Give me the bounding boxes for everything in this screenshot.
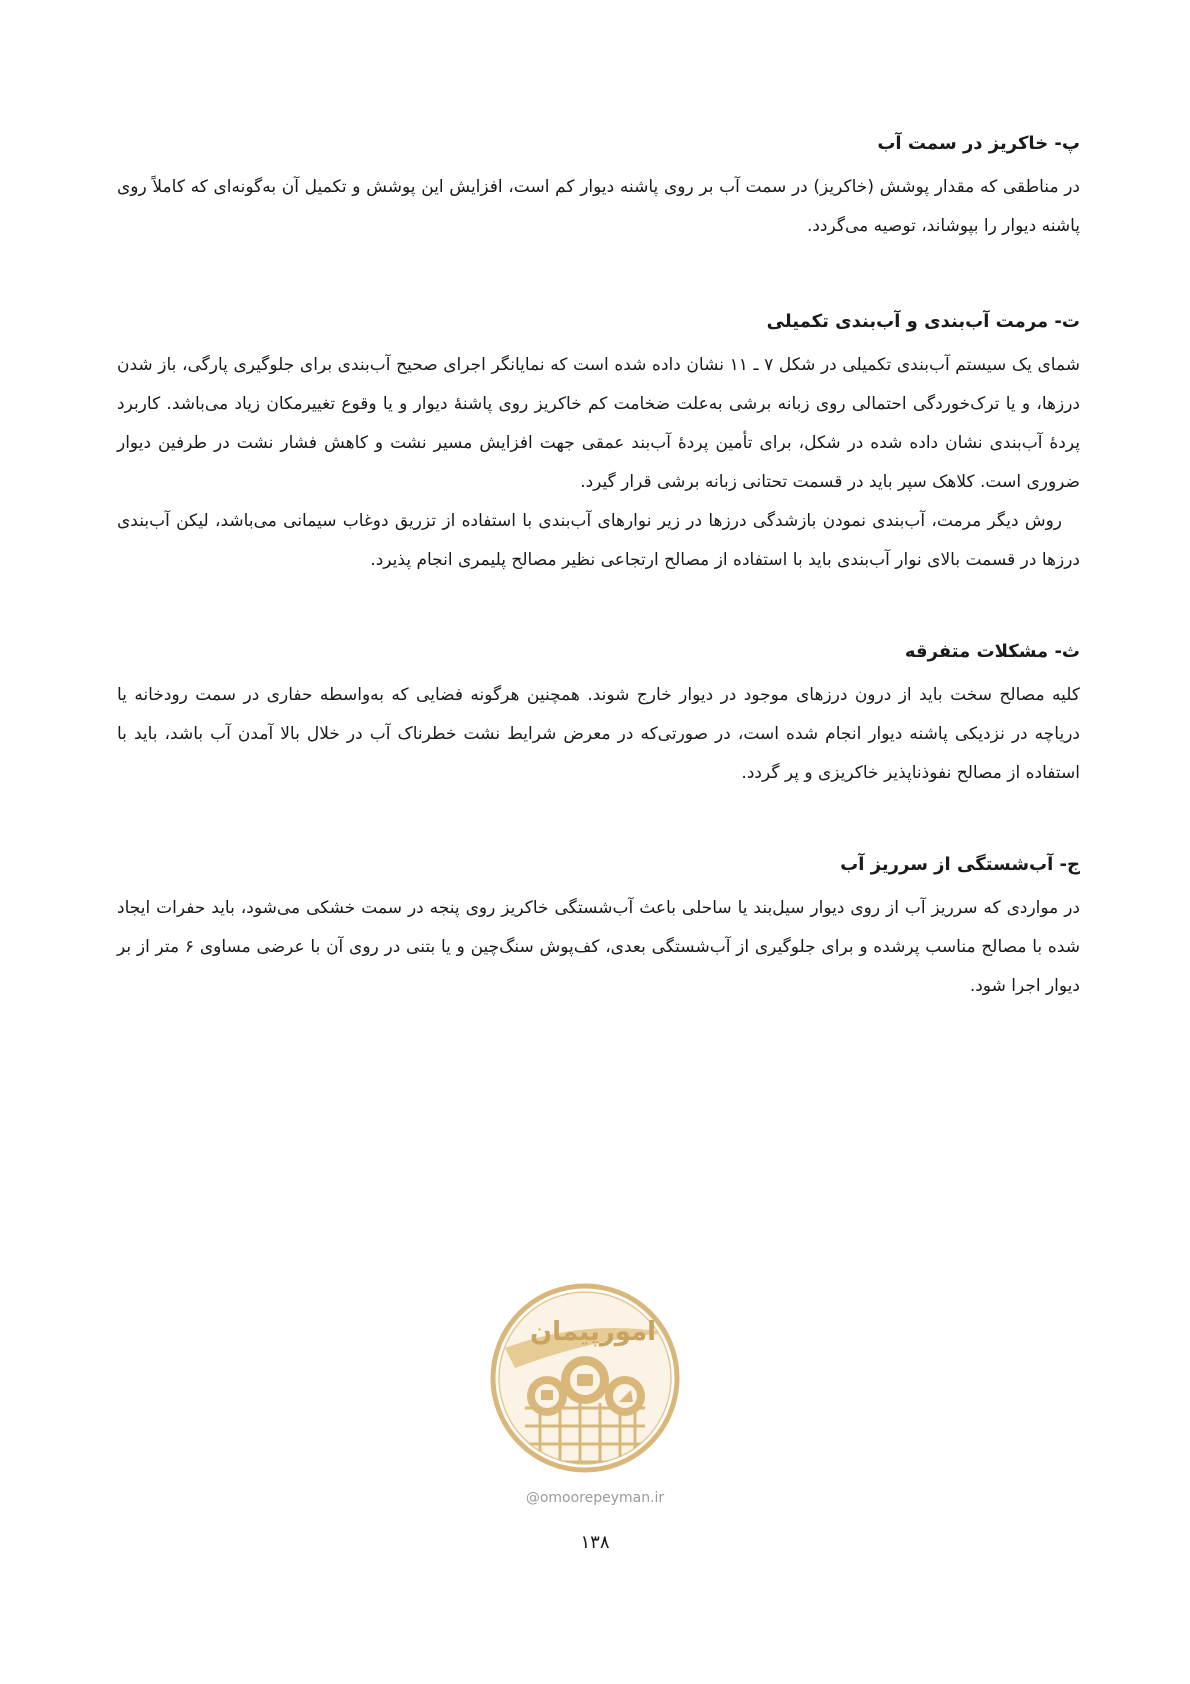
paragraph: در مواردی که سرریز آب از روی دیوار سیل‌بند یا ساحلی باعث آب‌شستگی خاکریز روی پنجه در سمت خشکی می‌شود، باید حفرات ایجاد شده با مصالح مناسب پرشده و برای جلوگیری از آب‌شستگی بعدی، کف‌پوش سنگ‌چین و یا بتنی در روی آن با عرضی مساوی ۶ متر از بر دیوار اجرا شود.: [117, 898, 1080, 996]
section-title: پ- خاکریز در سمت آب: [877, 133, 1080, 154]
logo-text: امورپیمان: [529, 1317, 657, 1347]
paragraph: روش دیگر مرمت، آب‌بندی نمودن بازشدگی درزها در زیر نوارهای آب‌بندی با استفاده از تزریق دوغاب سیمانی می‌باشد، لیکن آب‌بندی درزها در قسمت بالای نوار آب‌بندی باید با استفاده از مصالح ارتجاعی نظیر مصالح پلیمری انجام پذیرد.: [117, 511, 1080, 570]
logo-seal-icon: [485, 1278, 685, 1478]
paragraph: در مناطقی که مقدار پوشش (خاکریز) در سمت آب بر روی پاشنه دیوار کم است، افزایش این پوشش و تکمیل آن به‌گونه‌ای که کاملاً روی پاشنه دیوار را بپوشاند، توصیه می‌گردد.: [117, 177, 1080, 236]
section-title: ج- آب‌شستگی از سرریز آب: [840, 854, 1080, 875]
publisher-logo: [485, 1278, 685, 1478]
paragraph: شمای یک سیستم آب‌بندی تکمیلی در شکل ۷ ـ ۱۱ نشان داده شده است که نمایانگر اجرای صحیح آب‌بندی برای جلوگیری پارگی، باز شدن درزها، و یا ترک‌خوردگی احتمالی روی زبانه برشی به‌علت ضخامت کم خاکریز روی پاشنهٔ دیوار و یا وقوع تغییرمکان زیاد می‌باشد. کاربرد پردهٔ آب‌بندی نشان داده شده در شکل، برای تأمین پردهٔ آب‌بند عمقی جهت افزایش مسیر نشت و کاهش فشار نشت در طرفین دیوار ضروری است. کلاهک سپر باید در قسمت تحتانی زبانه برشی قرار گیرد.: [117, 355, 1080, 492]
document-body: [117, 118, 1080, 1006]
website-url: @omoorepeyman.ir: [525, 1490, 665, 1506]
section-title: ث- مشکلات متفرقه: [904, 641, 1080, 662]
section-title: ت- مرمت آب‌بندی و آب‌بندی تکمیلی: [766, 311, 1080, 332]
paragraph: کلیه مصالح سخت باید از درون درزهای موجود در دیوار خارج شوند. همچنین هرگونه فضایی که به‌واسطه حفاری در سمت رودخانه یا دریاچه در نزدیکی پاشنه دیوار انجام شده است، در صورتی‌که در معرض شرایط نشت خطرناک آب در خلال بالا آمدن آب باشد، باید با استفاده از مصالح نفوذناپذیر خاکریزی و پر گردد.: [117, 685, 1080, 783]
section-waterstop-repair: [117, 310, 1080, 580]
section-backfill: [117, 132, 1080, 246]
page-number: ۱۳۸: [580, 1532, 610, 1553]
section-overflow-scour: [117, 853, 1080, 1006]
section-misc-problems: [117, 640, 1080, 793]
